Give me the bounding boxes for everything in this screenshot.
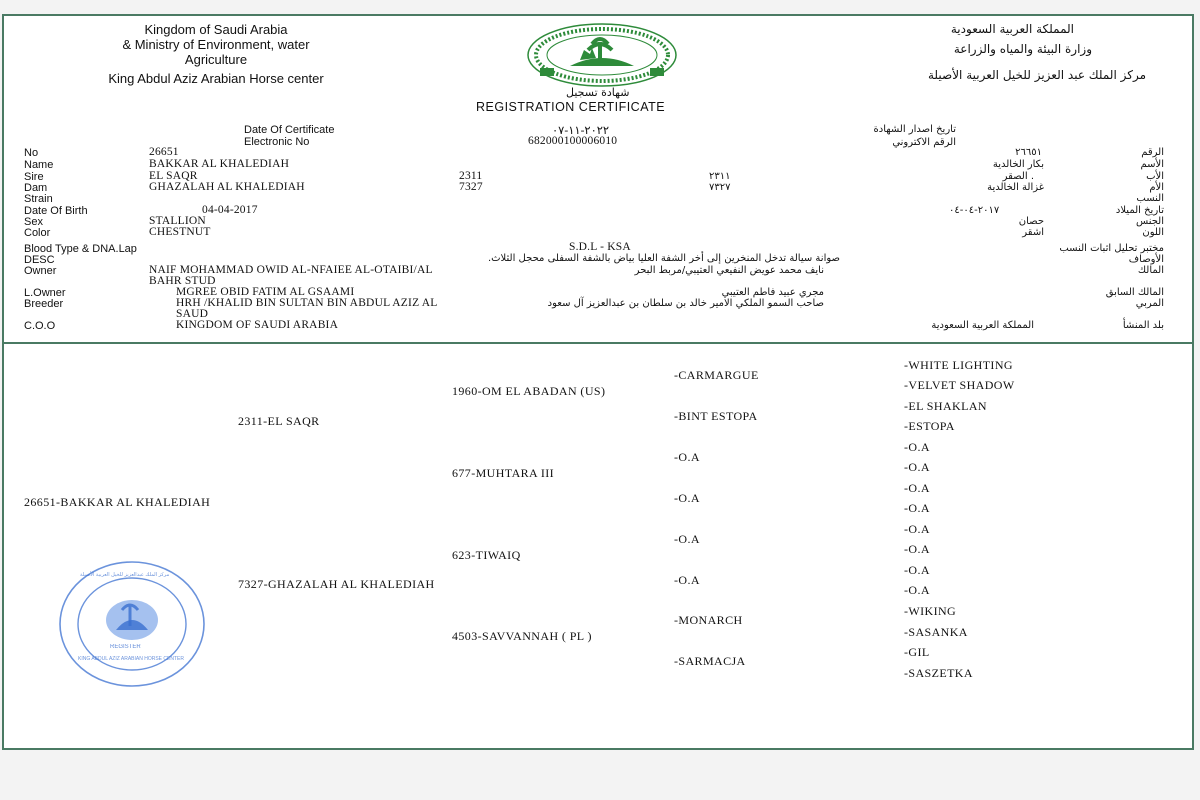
breeder-value-ar: صاحب السمو الملكي الامير خالد بن سلطان بن عبدالعزيز آل سعود <box>547 298 824 309</box>
sex-label-ar: الجنس <box>1135 216 1164 227</box>
dob-label: Date Of Birth <box>24 205 88 217</box>
owner-value-line2: BAHR STUD <box>149 275 216 287</box>
dam-label: Dam <box>24 182 48 194</box>
blood-label-ar: مختبر تحليل اثبات النسب <box>1059 243 1164 254</box>
pedigree-gen3-item: -BINT ESTOPA <box>674 409 758 423</box>
owner-value-ar: نايف محمد عويض النفيعي العتيبي/مربط البحر <box>634 265 824 276</box>
lowner-value: MGREE OBID FATIM AL GSAAMI <box>176 286 355 298</box>
owner-label-ar: المالك <box>1137 265 1164 276</box>
name-label: Name <box>24 159 54 171</box>
dam-label-ar: الأم <box>1149 182 1164 193</box>
date-value: ٢٠٢٢-١١-٠٧ <box>552 125 610 137</box>
strain-label-ar: النسب <box>1136 193 1164 204</box>
electronic-label-ar: الرقم الاكتروني <box>892 137 956 148</box>
header-ar-line3: مركز الملك عبد العزيز للخيل العربية الأصيلة <box>928 68 1146 82</box>
lowner-label-ar: المالك السابق <box>1105 287 1164 298</box>
lowner-label: L.Owner <box>24 287 66 299</box>
pedigree-gen4-item: -O.A <box>904 440 930 454</box>
sire-value-ar: . الصقر <box>1002 171 1034 182</box>
pedigree-gen4-item: -O.A <box>904 522 930 536</box>
sire-label: Sire <box>24 171 44 183</box>
blood-value: S.D.L - KSA <box>569 241 631 253</box>
dob-value: 04-04-2017 <box>202 204 258 216</box>
strain-label: Strain <box>24 193 53 205</box>
header-en-line2: & Ministry of Environment, water <box>122 37 310 52</box>
header-ar-line1: المملكة العربية السعودية <box>950 22 1074 36</box>
no-value-ar: ٢٦٦٥١ <box>1015 147 1042 158</box>
emblem-icon <box>522 20 682 90</box>
dam-number-ar: ٧٣٢٧ <box>709 182 731 193</box>
pedigree-gen3-item: -O.A <box>674 532 700 546</box>
no-value: 26651 <box>149 146 179 158</box>
owner-value-line1: NAIF MOHAMMAD OWID AL-NFAIEE AL-OTAIBI/AL <box>149 264 433 276</box>
stamp-icon <box>58 560 206 688</box>
name-value-ar: بكار الخالدية <box>992 159 1044 170</box>
stamp-text-bottom: KING ABDUL AZIZ ARABIAN HORSE CENTER <box>78 656 184 662</box>
header-en-line4: King Abdul Aziz Arabian Horse center <box>108 71 324 86</box>
color-value: CHESTNUT <box>149 226 211 238</box>
registration-certificate <box>2 14 1194 750</box>
pedigree-gen2-item: 623-TIWAIQ <box>452 548 521 562</box>
dam-value: GHAZALAH AL KHALEDIAH <box>149 181 305 193</box>
pedigree-gen4-item: -O.A <box>904 460 930 474</box>
lowner-value-ar: مجري عبيد فاطم العتيبي <box>721 287 824 298</box>
pedigree-gen4-item: -O.A <box>904 583 930 597</box>
pedigree-gen3-item: -O.A <box>674 573 700 587</box>
sire-label-ar: الأب <box>1146 171 1164 182</box>
breeder-value-line1: HRH /KHALID BIN SULTAN BIN ABDUL AZIZ AL <box>176 297 438 309</box>
pedigree-gen4-item: -VELVET SHADOW <box>904 378 1015 392</box>
sire-number: 2311 <box>459 170 483 182</box>
pedigree-horse: 26651-BAKKAR AL KHALEDIAH <box>24 495 211 509</box>
breeder-value-line2: SAUD <box>176 308 209 320</box>
dam-number: 7327 <box>459 181 483 193</box>
title-ar: شهادة تسجيل <box>566 86 630 99</box>
pedigree-gen4-item: -EL SHAKLAN <box>904 399 987 413</box>
electronic-value: 682000100006010 <box>528 135 618 147</box>
dob-label-ar: تاريخ الميلاد <box>1115 205 1164 216</box>
electronic-label: Electronic No <box>244 136 310 148</box>
header-en <box>56 22 376 86</box>
date-label-ar: تاريخ اصدار الشهادة <box>873 124 956 135</box>
sex-value-ar: حصان <box>1018 216 1044 227</box>
header-en-line3: Agriculture <box>184 52 248 67</box>
pedigree-gen4-item: -GIL <box>904 645 930 659</box>
pedigree-gen4-item: -O.A <box>904 563 930 577</box>
owner-label: Owner <box>24 265 57 277</box>
pedigree-gen4-item: -WIKING <box>904 604 957 618</box>
pedigree-gen4-item: -WHITE LIGHTING <box>904 358 1013 372</box>
no-label-ar: الرقم <box>1141 147 1164 158</box>
pedigree-gen1-item: 7327-GHAZALAH AL KHALEDIAH <box>238 577 435 591</box>
coo-value: KINGDOM OF SAUDI ARABIA <box>176 319 339 331</box>
stamp-text-mid: REGISTER <box>110 644 141 650</box>
section-divider <box>4 342 1192 344</box>
stamp-text-top: مركز الملك عبدالعزيز للخيل العربية الأصيلة <box>80 572 170 578</box>
coo-value-ar: المملكة العربية السعودية <box>931 320 1034 331</box>
sex-value: STALLION <box>149 215 206 227</box>
dob-value-ar: ٢٠١٧-٠٤-٠٤ <box>949 205 1000 216</box>
pedigree-gen2-item: 677-MUHTARA III <box>452 466 555 480</box>
pedigree-gen4-item: -ESTOPA <box>904 419 955 433</box>
header-en-line1: Kingdom of Saudi Arabia <box>144 22 288 37</box>
pedigree-gen4-item: -O.A <box>904 501 930 515</box>
sire-value: EL SAQR <box>149 170 198 182</box>
pedigree-gen2-item: 1960-OM EL ABADAN (US) <box>452 384 606 398</box>
breeder-label: Breeder <box>24 298 64 310</box>
pedigree-gen3-item: -O.A <box>674 491 700 505</box>
pedigree-gen3-item: -O.A <box>674 450 700 464</box>
header-ar-line2: وزارة البيئة والمياه والزراعة <box>953 42 1092 56</box>
pedigree-gen3-item: -MONARCH <box>674 613 743 627</box>
color-label: Color <box>24 227 51 239</box>
pedigree-gen4-item: -O.A <box>904 542 930 556</box>
name-label-ar: الأسم <box>1140 159 1164 170</box>
registration-stamp <box>58 560 206 688</box>
sire-number-ar: ٢٣١١ <box>709 171 731 182</box>
color-label-ar: اللون <box>1142 227 1164 238</box>
desc-label-ar: الأوصاف <box>1128 254 1164 265</box>
pedigree-gen3-item: -CARMARGUE <box>674 368 759 382</box>
desc-value-ar: صوانة سيالة تدخل المنخرين إلى أخر الشفة العليا بياض بالشفة السفلى محجل الثلاث. <box>487 253 840 264</box>
coo-label: C.O.O <box>24 320 56 332</box>
sex-label: Sex <box>24 216 43 228</box>
coo-label-ar: بلد المنشأ <box>1122 320 1164 331</box>
dam-value-ar: غزالة الخالدية <box>987 182 1044 193</box>
color-value-ar: اشقر <box>1022 227 1044 238</box>
pedigree-gen2-item: 4503-SAVVANNAH ( PL ) <box>452 629 592 643</box>
date-label: Date Of Certificate <box>244 124 335 136</box>
breeder-label-ar: المربي <box>1135 298 1164 309</box>
pedigree-gen1-item: 2311-EL SAQR <box>238 414 320 428</box>
pedigree-gen4-item: -O.A <box>904 481 930 495</box>
title-en: REGISTRATION CERTIFICATE <box>476 100 666 114</box>
desc-label: DESC <box>24 254 55 266</box>
name-value: BAKKAR AL KHALEDIAH <box>149 158 290 170</box>
pedigree-gen4-item: -SASANKA <box>904 625 968 639</box>
no-label: No <box>24 147 39 159</box>
pedigree-gen4-item: -SASZETKA <box>904 666 973 680</box>
pedigree-gen3-item: -SARMACJA <box>674 654 746 668</box>
ministry-emblem <box>522 20 682 90</box>
blood-label: Blood Type & DNA.Lap <box>24 243 137 255</box>
